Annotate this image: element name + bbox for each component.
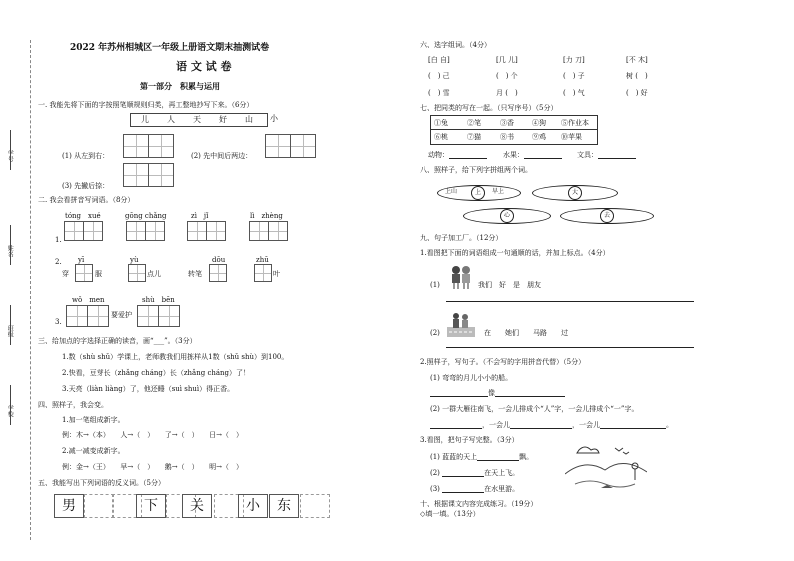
q8-prompt: 八、照样子，给下列字拼组两个词。 bbox=[420, 166, 532, 174]
q9-sub3: 3.看图，把句子写完整。（3分） bbox=[420, 436, 519, 444]
q5-char: 男 bbox=[54, 494, 84, 518]
q2-writing-cell[interactable] bbox=[145, 221, 165, 241]
q3-line: 2.快看，豆芽长（zhǎng cháng）长（zhǎng cháng）了！ bbox=[62, 369, 251, 377]
q3-line: 3.天亮（liàn liàng）了，他还睡（suì shuì）得正香。 bbox=[62, 385, 235, 393]
q7-category-stationery: 文具： bbox=[577, 151, 636, 159]
q4-example1: 例：木→（本） 人→（ ） 了→（ ） 日→（ ） bbox=[62, 431, 243, 439]
q7-item: ②笔 bbox=[467, 119, 481, 127]
q9-pattern2-blank[interactable]: ，一会儿 ，一会儿 。 bbox=[430, 421, 673, 429]
q6-blank[interactable]: 月 ( ) bbox=[496, 89, 518, 97]
q6-blank[interactable]: ( ) 子 bbox=[563, 72, 585, 80]
q2-writing-cell[interactable] bbox=[126, 221, 146, 241]
q4-example2: 例：金→（王） 早→（ ） 鹅→（ ） 明→（ ） bbox=[62, 463, 243, 471]
q3-prompt: 三、给加点的字选择正确的读音，画“___”。（3分） bbox=[38, 337, 197, 345]
q2-writing-cell[interactable] bbox=[268, 221, 288, 241]
q2-text: 叶 bbox=[273, 270, 280, 278]
q7-item: ④狗 bbox=[532, 119, 546, 127]
q7-item-table bbox=[430, 115, 598, 145]
q8-example-word: 上山 bbox=[445, 188, 458, 195]
q1-sub2: (2) 先中间后两边： bbox=[191, 152, 253, 160]
q10-prompt: 十、根据课文内容完成练习。（19分） bbox=[420, 500, 538, 508]
crossing-road-picture-icon bbox=[447, 311, 475, 337]
q1-char: 天 bbox=[193, 115, 201, 124]
q2-writing-cell[interactable] bbox=[187, 221, 207, 241]
friends-picture-icon bbox=[448, 264, 474, 290]
q8-center-char: 去 bbox=[600, 209, 614, 223]
q2-text: 服 bbox=[95, 270, 102, 278]
q5-char: 小 bbox=[238, 494, 268, 518]
q9-words1: 我们 好 是 朋友 bbox=[478, 281, 541, 289]
q5-answer-cell[interactable] bbox=[300, 494, 330, 518]
q2-writing-cell[interactable] bbox=[137, 305, 159, 327]
q5-answer-cell[interactable] bbox=[84, 494, 114, 518]
q6-prompt: 六、选字组词。（4分） bbox=[420, 41, 491, 49]
q9-answer-line[interactable] bbox=[446, 301, 694, 302]
q9-complete3[interactable]: (3) 在水里游。 bbox=[430, 485, 520, 493]
q6-blank[interactable]: ( ) 己 bbox=[428, 72, 450, 80]
q10-sub1: ◇填一填。（13分） bbox=[420, 510, 480, 518]
q1-writing-cell[interactable] bbox=[148, 134, 174, 158]
pinyin: shù bēn bbox=[142, 296, 175, 304]
q7-item: ③香 bbox=[500, 119, 514, 127]
q2-text: 点儿 bbox=[147, 270, 161, 278]
q9-pattern1-blank[interactable]: 像 bbox=[430, 389, 565, 397]
q2-prompt: 二. 我会看拼音写词语。（8分） bbox=[38, 196, 135, 204]
q4-sub1: 1.加一笔组成新字。 bbox=[62, 416, 125, 424]
q2-text: 要爱护 bbox=[111, 311, 132, 319]
q1-writing-cell[interactable] bbox=[148, 163, 174, 187]
q7-category-fruit: 水果： bbox=[503, 151, 562, 159]
q9-sub1: 1.看图把下面的词语组成一句通顺的话，并加上标点。（4分） bbox=[420, 249, 610, 257]
q4-sub2: 2.减一减变成新字。 bbox=[62, 447, 125, 455]
exam-title: 2022 年苏州相城区一年级上册语文期末抽测试卷 bbox=[70, 43, 270, 53]
q5-char: 东 bbox=[269, 494, 299, 518]
q9-pattern1: (1) 弯弯的月儿小小的船。 bbox=[430, 374, 513, 382]
q2-writing-cell[interactable] bbox=[75, 264, 93, 282]
pinyin: zhū bbox=[256, 256, 269, 264]
q2-writing-cell[interactable] bbox=[254, 264, 272, 282]
landscape-picture-icon bbox=[565, 440, 647, 492]
q9-item-number: (1) bbox=[430, 281, 440, 289]
q9-prompt: 九、句子加工厂。（12分） bbox=[420, 234, 503, 242]
pinyin: dōu bbox=[212, 256, 226, 264]
q1-writing-cell[interactable] bbox=[290, 134, 316, 158]
q9-pattern2: (2) 一群大雁往南飞，一会儿排成个“人”字，一会儿排成个“一”字。 bbox=[430, 405, 639, 413]
q2-row-number: 2. bbox=[55, 258, 62, 266]
q2-writing-cell[interactable] bbox=[83, 221, 103, 241]
q9-answer-line[interactable] bbox=[446, 347, 694, 348]
name-line[interactable] bbox=[10, 225, 11, 265]
pinyin: lì zhèng bbox=[250, 212, 283, 220]
pinyin: wǒ men bbox=[72, 296, 105, 304]
part-one-heading: 第一部分 积累与运用 bbox=[140, 81, 220, 91]
q6-blank[interactable]: ( ) 雪 bbox=[428, 89, 450, 97]
q7-item: ⑩苹果 bbox=[561, 133, 582, 141]
q6-group: [力 刀] bbox=[563, 56, 585, 64]
student-no-line[interactable] bbox=[10, 130, 11, 170]
q7-item: ⑤作业本 bbox=[561, 119, 589, 127]
q2-row-number: 1. bbox=[55, 236, 62, 244]
q5-prompt: 五、我能写出下列词语的反义词。（5分） bbox=[38, 479, 165, 487]
q2-writing-cell[interactable] bbox=[66, 305, 88, 327]
q7-category-animal: 动物： bbox=[428, 151, 487, 159]
q4-prompt: 四、照样子，我会变。 bbox=[38, 401, 108, 409]
pinyin: zì jǐ bbox=[191, 212, 209, 220]
class-line[interactable] bbox=[10, 305, 11, 345]
q5-char: 关 bbox=[182, 494, 212, 518]
q2-writing-cell[interactable] bbox=[64, 221, 84, 241]
q6-group: [白 自] bbox=[428, 56, 450, 64]
q6-group: [几 儿] bbox=[496, 56, 518, 64]
q6-blank[interactable]: 树 ( ) bbox=[626, 72, 648, 80]
q1-char: 人 bbox=[167, 115, 175, 124]
q8-example-word: 早上 bbox=[492, 188, 505, 195]
q2-writing-cell[interactable] bbox=[158, 305, 180, 327]
q1-sub3: (3) 先撇后捺： bbox=[62, 182, 110, 190]
school-line[interactable] bbox=[10, 385, 11, 425]
q5-char: 下 bbox=[136, 494, 166, 518]
q6-blank[interactable]: ( ) 个 bbox=[496, 72, 518, 80]
q2-text: 转笔 bbox=[188, 270, 202, 278]
q1-prompt: 一. 我能先将下面的字按照笔顺规则归类，再工整地抄写下来。（6分） bbox=[38, 101, 254, 109]
q2-writing-cell[interactable] bbox=[209, 264, 227, 282]
q8-center-char: 心 bbox=[500, 209, 514, 223]
q7-item: ①兔 bbox=[434, 119, 448, 127]
q1-char: 小 bbox=[270, 114, 278, 123]
pinyin: tóng xué bbox=[65, 212, 101, 220]
q1-writing-cell[interactable] bbox=[123, 134, 149, 158]
q9-words2: 在 她们 马路 过 bbox=[484, 329, 568, 337]
q9-sub2: 2.照样子，写句子。（不会写的字用拼音代替）（5分） bbox=[420, 358, 586, 366]
q1-writing-cell[interactable] bbox=[123, 163, 149, 187]
exam-subtitle: 语 文 试 卷 bbox=[176, 60, 232, 73]
q1-char-box bbox=[130, 113, 268, 127]
q1-char: 儿 bbox=[141, 115, 149, 124]
q8-center-char: 上 bbox=[471, 186, 485, 200]
q6-blank[interactable]: ( ) 好 bbox=[626, 89, 648, 97]
q7-item: ⑧书 bbox=[500, 133, 514, 141]
q3-line: 1.数（shù shǔ）学课上，老师教我们用拣样从1数（shǔ shù）到100。 bbox=[62, 353, 289, 361]
q2-row-number: 3. bbox=[55, 318, 62, 326]
q6-blank[interactable]: ( ) 气 bbox=[563, 89, 585, 97]
q1-sub1: (1) 从左到右： bbox=[62, 152, 110, 160]
q9-complete1[interactable]: (1) 蓝蓝的天上 飘。 bbox=[430, 453, 534, 461]
q9-item-number: (2) bbox=[430, 329, 440, 337]
q1-char: 好 bbox=[219, 115, 227, 124]
q1-char: 山 bbox=[245, 115, 253, 124]
pinyin: yī bbox=[78, 256, 85, 264]
q8-center-char: 大 bbox=[568, 186, 582, 200]
q2-writing-cell[interactable] bbox=[128, 264, 146, 282]
q2-writing-cell[interactable] bbox=[249, 221, 269, 241]
q2-writing-cell[interactable] bbox=[206, 221, 226, 241]
q2-writing-cell[interactable] bbox=[87, 305, 109, 327]
q7-item: ⑦猫 bbox=[467, 133, 481, 141]
pinyin: yù bbox=[130, 256, 139, 264]
q7-item: ⑨鸡 bbox=[532, 133, 546, 141]
q2-text: 穿 bbox=[62, 270, 69, 278]
q6-group: [不 木] bbox=[626, 56, 648, 64]
q9-complete2[interactable]: (2) 在天上飞。 bbox=[430, 469, 520, 477]
fold-line bbox=[30, 40, 32, 540]
q1-writing-cell[interactable] bbox=[265, 134, 291, 158]
q7-item: ⑥桃 bbox=[434, 133, 448, 141]
q7-prompt: 七、把同类的写在一起。（只写序号）（5分） bbox=[420, 104, 558, 112]
pinyin: gōng chǎng bbox=[125, 212, 167, 220]
